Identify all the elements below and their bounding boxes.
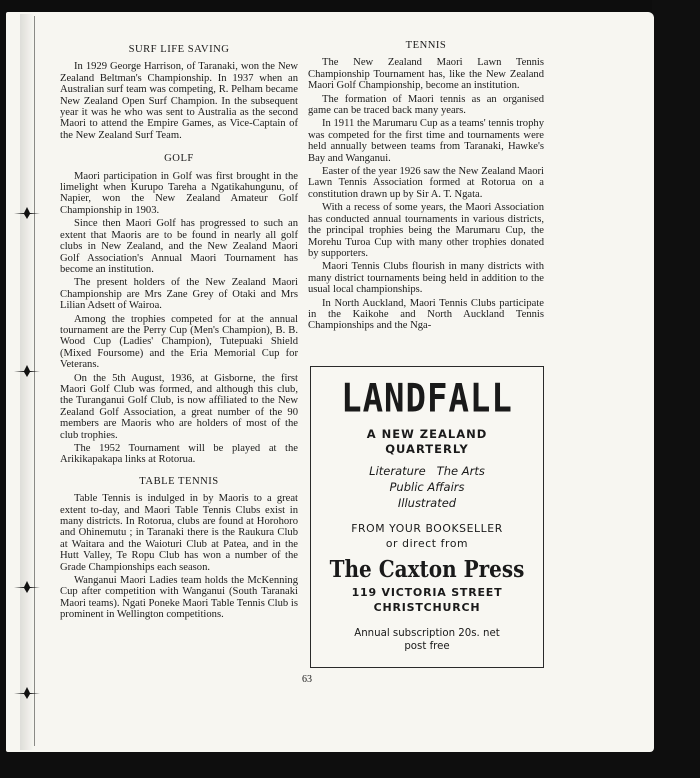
advert-subtitle-line: A NEW ZEALAND (366, 427, 488, 441)
advert-topics (311, 463, 543, 511)
binding-mark-icon (14, 206, 40, 220)
scan-border-bottom (0, 750, 700, 778)
advert-subscription-line: post free (404, 641, 450, 652)
scan-border-right (652, 0, 700, 778)
advert-topics-line: Illustrated (397, 496, 457, 510)
section-heading-table-tennis: TABLE TENNIS (139, 475, 219, 487)
page-number: 63 (302, 674, 312, 685)
advert-topics-line: Public Affairs (389, 480, 465, 494)
advert-seller-line: or direct from (385, 537, 469, 550)
paragraph: The present holders of the New Zealand Maori Championship are Mrs Zane Grey of Otaki and Mrs Lilian Adsett of Wairoa. (60, 277, 298, 312)
paragraph: In North Auckland, Maori Tennis Clubs participate in the Kaikohe and North Auckland Tennis Championships and the Nga- (308, 297, 544, 332)
paragraph: Maori Tennis Clubs flourish in many districts with many district tournaments being held in addition to the usual local championships. (308, 261, 544, 296)
advert-topics-line: Literature The Arts (369, 464, 485, 478)
binding-mark-icon (14, 364, 40, 378)
advert-address (311, 585, 543, 615)
advert-title: LANDFALL (341, 376, 513, 422)
left-column (60, 44, 298, 623)
paragraph: Wanganui Maori Ladies team holds the McKenning Cup after competition with Wanganui (South Taranaki Maori teams). Ngati Poneke Maori Table Tennis Club is prominent in Wellington competitions. (60, 575, 298, 621)
paragraph: Maori participation in Golf was first brought in the limelight when Kurupo Tareha a Ngatikahungunu, of Napier, won the New Zealand Amateur Golf Championship in 1903. (60, 170, 298, 216)
advert-address-line: CHRISTCHURCH (373, 601, 481, 614)
section-heading-surf: SURF LIFE SAVING (128, 44, 230, 55)
section-heading-golf: GOLF (164, 153, 194, 165)
paragraph: With a recess of some years, the Maori Association has conducted annual tournaments in various districts, the principal trophies being the Marumaru Cup, the Morehu Turoa Cup with many other trophies donated by supporters. (308, 202, 544, 259)
paragraph: Among the trophies competed for at the annual tournament are the Perry Cup (Men's Champion), B. B. Wood Cup (Ladies' Champion), Tutepuaki Shield (Mixed Foursome) and the Eria Memorial Cup for Veterans. (60, 313, 298, 371)
paragraph: On the 5th August, 1936, at Gisborne, the first Maori Golf Club was formed, and although this club, the Turanganui Golf Club, is now affiliated to the New Zealand Golf Association, a great number of the 90 members are Maoris who are holders of most of the club trophies. (60, 372, 298, 441)
paragraph: In 1911 the Marumaru Cup as a teams' tennis trophy was competed for the first time and tournaments were held annually between teams from Taranaki, Hawke's Bay and Wanganui. (308, 118, 544, 164)
binding-mark-icon (14, 686, 40, 700)
landfall-advertisement (310, 366, 544, 668)
advert-subscription (311, 627, 543, 653)
paragraph: The formation of Maori tennis as an organised game can be traced back many years. (308, 93, 544, 117)
advert-subtitle-line: QUARTERLY (385, 442, 469, 456)
paragraph: The New Zealand Maori Lawn Tennis Championship Tournament has, like the New Zealand Maori Golf Championship, become an institution. (308, 57, 544, 92)
paragraph: Easter of the year 1926 saw the New Zealand Maori Lawn Tennis Association formed at Rotorua on a constitution drawn up by Sir A. T. Ngata. (308, 166, 544, 200)
binding-edge-line (34, 16, 35, 746)
advert-address-line: 119 VICTORIA STREET (351, 586, 503, 599)
advert-seller-line: FROM YOUR BOOKSELLER (351, 522, 503, 535)
paragraph: Since then Maori Golf has progressed to such an extent that Maoris are to be found in nearly all golf clubs in New Zealand, and the New Zealand Maori Golf Association's Annual Maori Tournament has become an institution. (60, 218, 298, 275)
advert-seller (311, 521, 543, 551)
right-column (308, 40, 544, 334)
advert-subscription-line: Annual subscription 20s. net (354, 628, 500, 639)
paragraph: The 1952 Tournament will be played at the Arikikapakapa links at Rotorua. (60, 443, 298, 466)
binding-mark-icon (14, 580, 40, 594)
paragraph: Table Tennis is indulged in by Maoris to a great extent to-day, and Maori Table Tennis Clubs exist in many districts. In Rotorua, clubs are found at Horohoro and Ohinemutu ; in Taranaki there is the Raukura Club at Waitara and the Waioturi Club at Patea, and in the Hutt Valley, Te Ropu Club has won a number of the Grade Championships each season. (60, 493, 298, 573)
section-heading-tennis: TENNIS (405, 40, 447, 51)
advert-subtitle (311, 427, 543, 457)
binding-gutter (20, 14, 34, 750)
paragraph: In 1929 George Harrison, of Taranaki, won the New Zealand Beltman's Championship. In 1937 when an Australian surf team was competing, R. Pelham became New Zealand Open Surf Champion. In the subsequent year it was he who was sent to Australia as the second Maori to attend the Empire Games, as Vice-Captain of the New Zealand Surf Team. (60, 61, 298, 141)
advert-publisher: The Caxton Press (329, 555, 525, 583)
